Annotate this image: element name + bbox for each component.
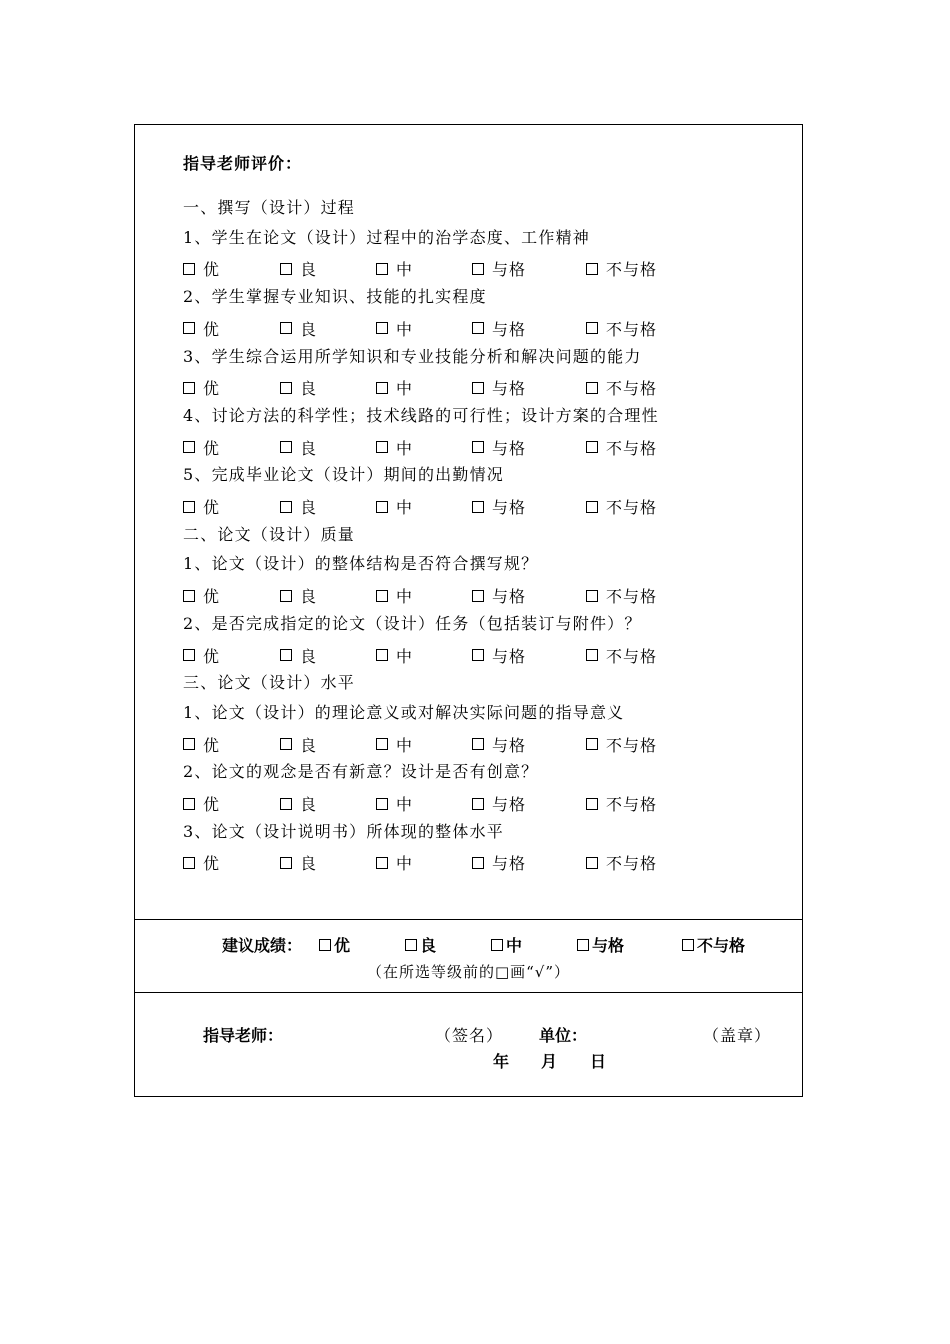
rating-checkbox[interactable] — [472, 322, 484, 334]
rating-checkbox[interactable] — [586, 322, 598, 334]
section-heading: 二、论文（设计）质量 — [183, 524, 356, 544]
rating-option-fail[interactable] — [586, 584, 657, 607]
rating-checkbox[interactable] — [280, 857, 292, 869]
rating-checkbox[interactable] — [472, 798, 484, 810]
divider-signature — [135, 992, 802, 993]
rating-option-excellent[interactable] — [183, 733, 220, 756]
advisor-label: 指导老师： — [203, 1026, 284, 1045]
date-month: 月 — [541, 1052, 558, 1071]
rating-option-label: 良 — [300, 646, 318, 666]
rating-option-label: 与格 — [492, 260, 527, 280]
rating-option-label: 优 — [203, 438, 221, 458]
rating-option-label: 优 — [203, 260, 221, 280]
rating-checkbox[interactable] — [586, 441, 598, 453]
rating-option-label: 与格 — [492, 854, 527, 874]
rating-option-label: 中 — [396, 319, 414, 339]
rating-option-label: 不与格 — [606, 795, 658, 814]
rating-option-medium[interactable] — [376, 792, 413, 815]
sign-note: （签名） — [435, 1026, 504, 1045]
rating-checkbox[interactable] — [280, 441, 292, 453]
question-text: 4、讨论方法的科学性；技术线路的可行性；设计方案的合理性 — [183, 405, 659, 425]
rating-option-label: 良 — [300, 587, 318, 607]
rating-option-label: 不与格 — [606, 587, 658, 607]
rating-option-label: 与格 — [492, 735, 527, 755]
rating-option-label: 与格 — [492, 587, 527, 607]
rating-option-label: 不与格 — [606, 438, 658, 458]
grade-option-medium[interactable]: 中 — [491, 933, 522, 956]
rating-option-label: 中 — [396, 587, 414, 607]
rating-checkbox[interactable] — [280, 738, 292, 750]
rating-checkbox[interactable] — [183, 649, 195, 661]
rating-option-pass[interactable] — [472, 851, 526, 874]
rating-checkbox[interactable] — [586, 798, 598, 810]
question-text: 1、学生在论文（设计）过程中的治学态度、工作精神 — [183, 227, 590, 247]
grade-checkbox[interactable] — [405, 939, 417, 951]
rating-option-label: 中 — [396, 646, 414, 666]
rating-option-fail[interactable] — [586, 376, 657, 399]
rating-checkbox[interactable] — [376, 382, 388, 394]
rating-option-pass[interactable] — [472, 376, 526, 399]
rating-option-pass[interactable] — [472, 436, 526, 459]
rating-option-excellent[interactable] — [183, 495, 220, 518]
rating-option-label: 中 — [396, 260, 414, 280]
grade-checkbox[interactable] — [577, 939, 589, 951]
rating-option-excellent[interactable] — [183, 436, 220, 459]
rating-checkbox[interactable] — [183, 322, 195, 334]
rating-checkbox[interactable] — [586, 501, 598, 513]
rating-option-pass[interactable] — [472, 792, 526, 815]
rating-checkbox[interactable] — [472, 649, 484, 661]
grade-option-excellent[interactable]: 优 — [319, 933, 350, 956]
rating-option-label: 良 — [300, 319, 318, 339]
rating-option-medium[interactable] — [376, 851, 413, 874]
rating-option-medium[interactable] — [376, 733, 413, 756]
rating-option-medium[interactable] — [376, 495, 413, 518]
rating-option-label: 与格 — [492, 795, 527, 814]
rating-option-label: 优 — [203, 319, 221, 339]
rating-option-label: 中 — [396, 735, 414, 755]
rating-option-label: 中 — [396, 438, 414, 458]
section-heading: 三、论文（设计）水平 — [183, 673, 356, 693]
rating-option-label: 不与格 — [606, 379, 658, 399]
section-heading: 一、撰写（设计）过程 — [183, 198, 356, 217]
rating-option-fail[interactable] — [586, 733, 657, 756]
rating-option-label: 不与格 — [606, 260, 658, 280]
rating-option-label: 中 — [396, 854, 414, 874]
question-text: 2、学生掌握专业知识、技能的扎实程度 — [183, 287, 487, 307]
grade-checkbox[interactable] — [319, 939, 331, 951]
rating-option-good[interactable] — [280, 376, 317, 399]
rating-option-label: 不与格 — [606, 319, 658, 339]
rating-option-label: 良 — [300, 379, 318, 399]
rating-checkbox[interactable] — [376, 798, 388, 810]
rating-checkbox[interactable] — [183, 738, 195, 750]
rating-option-label: 与格 — [492, 498, 527, 517]
rating-option-label: 与格 — [492, 379, 527, 399]
rating-option-label: 良 — [300, 260, 318, 280]
rating-option-label: 良 — [300, 854, 318, 874]
rating-option-label: 优 — [203, 854, 221, 874]
grade-checkbox[interactable] — [491, 939, 503, 951]
rating-checkbox[interactable] — [472, 501, 484, 513]
question-text: 1、论文（设计）的理论意义或对解决实际问题的指导意义 — [183, 702, 625, 722]
rating-option-label: 优 — [203, 379, 221, 399]
rating-option-label: 优 — [203, 498, 221, 517]
rating-option-label: 中 — [396, 379, 414, 399]
rating-option-pass[interactable] — [472, 644, 526, 667]
rating-checkbox[interactable] — [280, 263, 292, 275]
rating-option-medium[interactable] — [376, 644, 413, 667]
grade-note: （在所选等级前的□画“√”） — [366, 963, 571, 981]
rating-option-fail[interactable] — [586, 495, 657, 518]
question-text: 1、论文（设计）的整体结构是否符合撰写规？ — [183, 554, 539, 574]
rating-checkbox[interactable] — [472, 738, 484, 750]
question-text: 3、论文（设计说明书）所体现的整体水平 — [183, 821, 504, 841]
rating-option-excellent[interactable] — [183, 584, 220, 607]
rating-checkbox[interactable] — [586, 738, 598, 750]
rating-option-pass[interactable] — [472, 317, 526, 340]
rating-checkbox[interactable] — [183, 798, 195, 810]
rating-option-label: 优 — [203, 646, 221, 666]
evaluation-title: 指导老师评价： — [183, 154, 303, 173]
rating-option-good[interactable] — [280, 436, 317, 459]
rating-checkbox[interactable] — [472, 857, 484, 869]
grade-label: 建议成绩： — [222, 936, 303, 955]
rating-option-excellent[interactable] — [183, 644, 220, 667]
rating-option-label: 优 — [203, 735, 221, 755]
rating-option-good[interactable] — [280, 257, 317, 280]
rating-option-good[interactable] — [280, 584, 317, 607]
rating-checkbox[interactable] — [183, 441, 195, 453]
question-text: 2、论文的观念是否有新意？设计是否有创意？ — [183, 762, 539, 782]
rating-option-good[interactable] — [280, 644, 317, 667]
divider-grade — [135, 919, 802, 920]
rating-checkbox[interactable] — [280, 322, 292, 334]
rating-option-excellent[interactable] — [183, 317, 220, 340]
rating-option-pass[interactable] — [472, 495, 526, 518]
rating-option-label: 与格 — [492, 438, 527, 458]
rating-checkbox[interactable] — [586, 263, 598, 275]
rating-option-label: 中 — [396, 498, 414, 517]
rating-option-fail[interactable] — [586, 317, 657, 340]
rating-option-label: 良 — [300, 735, 318, 755]
unit-label: 单位： — [539, 1026, 588, 1045]
rating-option-label: 不与格 — [606, 735, 658, 755]
rating-checkbox[interactable] — [376, 590, 388, 602]
rating-option-good[interactable] — [280, 792, 317, 815]
rating-option-excellent[interactable] — [183, 376, 220, 399]
rating-checkbox[interactable] — [280, 590, 292, 602]
rating-option-label: 与格 — [492, 646, 527, 666]
question-text: 3、学生综合运用所学知识和专业技能分析和解决问题的能力 — [183, 346, 642, 366]
rating-option-label: 优 — [203, 795, 221, 814]
rating-option-good[interactable] — [280, 317, 317, 340]
rating-option-label: 不与格 — [606, 646, 658, 666]
rating-checkbox[interactable] — [280, 798, 292, 810]
rating-option-label: 良 — [300, 795, 318, 814]
rating-option-good[interactable] — [280, 495, 317, 518]
rating-option-excellent[interactable] — [183, 257, 220, 280]
question-text: 2、是否完成指定的论文（设计）任务（包括装订与附件）？ — [183, 613, 642, 633]
grade-checkbox[interactable] — [682, 939, 694, 951]
rating-checkbox[interactable] — [376, 857, 388, 869]
rating-option-medium[interactable] — [376, 436, 413, 459]
rating-option-pass[interactable] — [472, 257, 526, 280]
rating-checkbox[interactable] — [183, 382, 195, 394]
rating-checkbox[interactable] — [183, 501, 195, 513]
rating-option-label: 良 — [300, 498, 318, 517]
rating-checkbox[interactable] — [586, 857, 598, 869]
grade-option-pass[interactable]: 与格 — [577, 933, 624, 956]
rating-option-label: 优 — [203, 587, 221, 607]
rating-checkbox[interactable] — [376, 649, 388, 661]
rating-checkbox[interactable] — [376, 501, 388, 513]
rating-option-label: 不与格 — [606, 498, 658, 517]
rating-option-medium[interactable] — [376, 376, 413, 399]
rating-checkbox[interactable] — [280, 649, 292, 661]
rating-option-fail[interactable] — [586, 436, 657, 459]
rating-option-label: 不与格 — [606, 854, 658, 874]
grade-option-good[interactable]: 良 — [405, 933, 436, 956]
rating-option-fail[interactable] — [586, 851, 657, 874]
evaluation-form — [134, 124, 803, 1097]
question-text: 5、完成毕业论文（设计）期间的出勤情况 — [183, 465, 504, 485]
rating-checkbox[interactable] — [376, 322, 388, 334]
rating-checkbox[interactable] — [586, 382, 598, 394]
rating-checkbox[interactable] — [376, 738, 388, 750]
rating-checkbox[interactable] — [472, 441, 484, 453]
rating-option-excellent[interactable] — [183, 851, 220, 874]
rating-option-pass[interactable] — [472, 733, 526, 756]
rating-checkbox[interactable] — [280, 382, 292, 394]
rating-option-excellent[interactable] — [183, 792, 220, 815]
grade-option-fail[interactable]: 不与格 — [682, 933, 745, 956]
rating-option-medium[interactable] — [376, 317, 413, 340]
rating-checkbox[interactable] — [183, 590, 195, 602]
rating-checkbox[interactable] — [280, 501, 292, 513]
rating-option-pass[interactable] — [472, 584, 526, 607]
rating-checkbox[interactable] — [472, 382, 484, 394]
rating-checkbox[interactable] — [183, 857, 195, 869]
rating-checkbox[interactable] — [586, 590, 598, 602]
rating-checkbox[interactable] — [183, 263, 195, 275]
rating-checkbox[interactable] — [472, 263, 484, 275]
rating-option-medium[interactable] — [376, 257, 413, 280]
seal-note: （盖章） — [703, 1026, 772, 1045]
rating-option-label: 与格 — [492, 319, 527, 339]
rating-checkbox[interactable] — [586, 649, 598, 661]
rating-checkbox[interactable] — [472, 590, 484, 602]
rating-option-fail[interactable] — [586, 644, 657, 667]
date-day: 日 — [590, 1052, 607, 1071]
rating-option-fail[interactable] — [586, 257, 657, 280]
rating-option-good[interactable] — [280, 733, 317, 756]
rating-option-fail[interactable] — [586, 792, 657, 815]
rating-checkbox[interactable] — [376, 263, 388, 275]
rating-option-label: 中 — [396, 795, 414, 814]
date-year: 年 — [493, 1052, 510, 1071]
rating-checkbox[interactable] — [376, 441, 388, 453]
rating-option-label: 良 — [300, 438, 318, 458]
rating-option-medium[interactable] — [376, 584, 413, 607]
rating-option-good[interactable] — [280, 851, 317, 874]
